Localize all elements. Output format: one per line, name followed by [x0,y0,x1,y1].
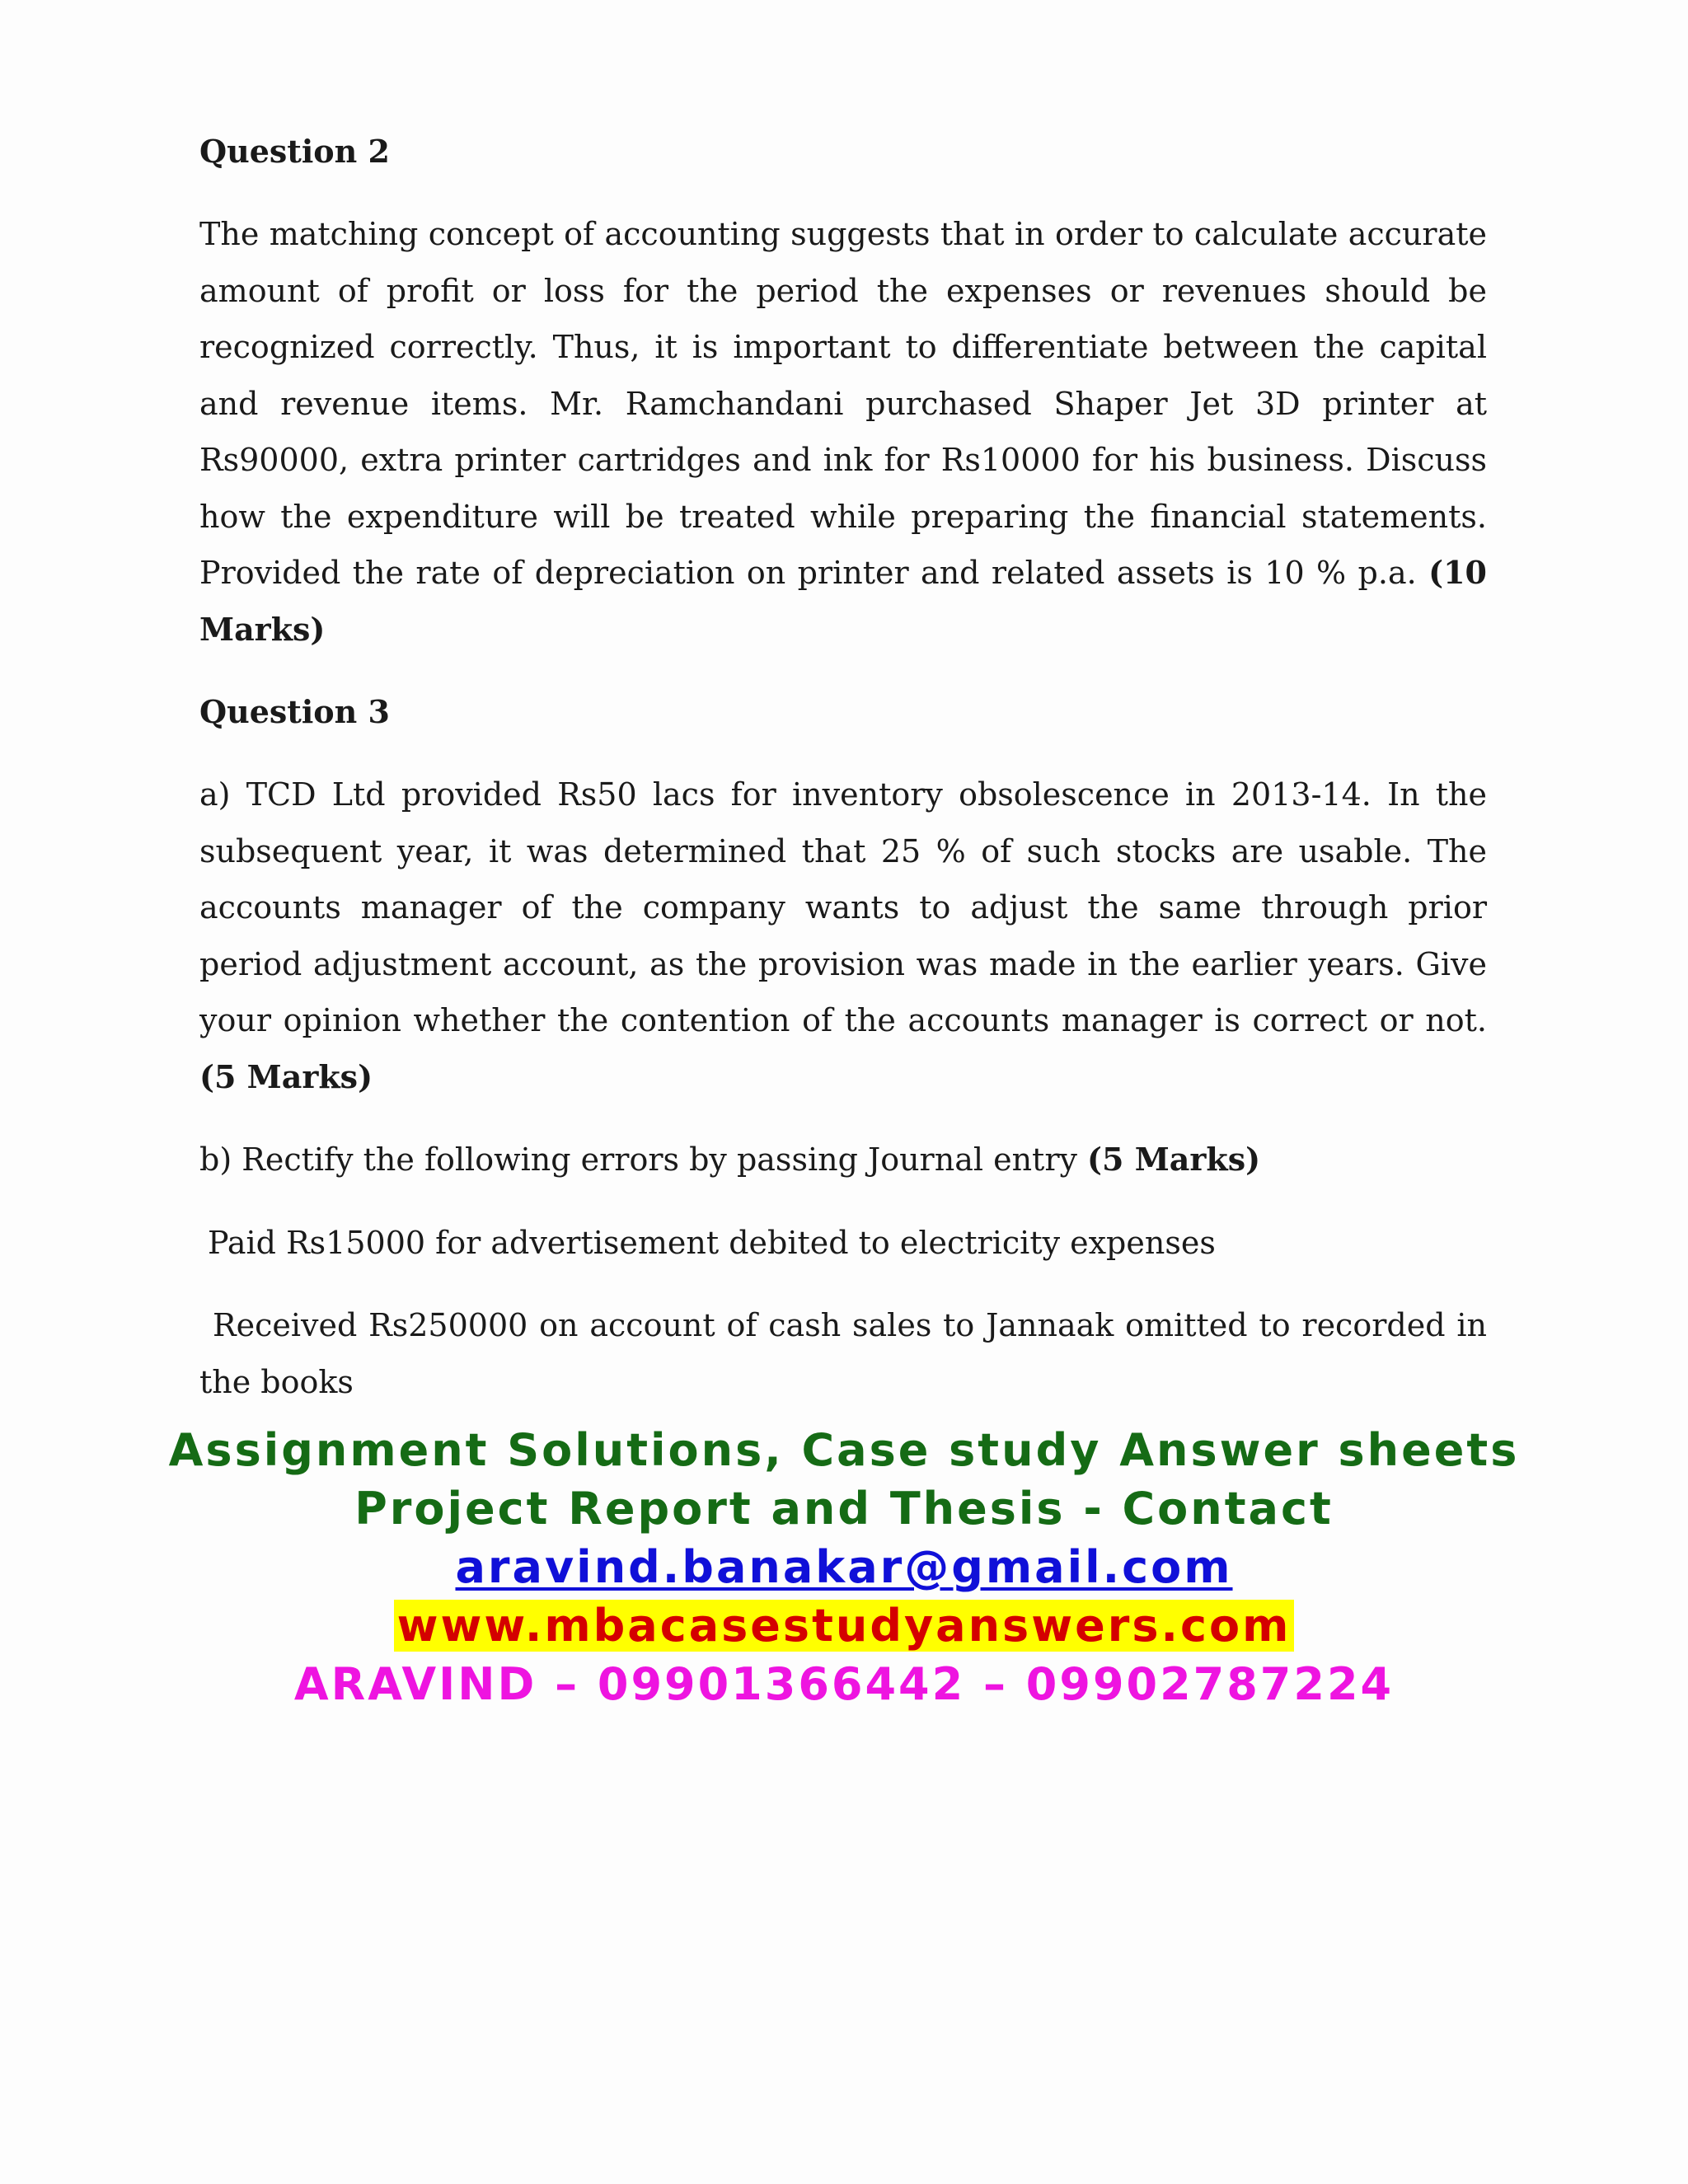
question-3a-body: a) TCD Ltd provided Rs50 lacs for inventory obsolescence in 2013-14. In the subsequent year, it was determined that 25 % of such stocks are usable. The accounts manager of the company wants to adjust the same through prior period adjustment account, as the provision was made in the earlier years. Give your opinion whether the contention of the accounts manager is correct or not. [199,776,1487,1038]
question-3b-marks: (5 Marks) [1087,1141,1261,1178]
phone-numbers: ARAVIND – 09901366442 – 09902787224 [293,1658,1395,1710]
question-3b-body: b) Rectify the following errors by passing Journal entry [199,1141,1077,1178]
question-2-heading: Question 2 [199,133,390,170]
document-body [199,124,1487,1410]
question-3-heading: Question 3 [199,693,390,730]
error-item: Received Rs250000 on account of cash sales to Jannaak omitted to recorded in the books [199,1307,1487,1400]
promo-line-contact: Project Report and Thesis - Contact [354,1483,1334,1535]
contact-banner [0,1421,1688,1713]
question-2-body: The matching concept of accounting suggests that in order to calculate accurate amount of profit or loss for the period the expenses or revenues should be recognized correctly. Thus, it is important to differentiate between the capital and revenue items. Mr. Ramchandani purchased Shaper Jet 3D printer at Rs90000, extra printer cartridges and ink for Rs10000 for his business. Discuss how the expenditure will be treated while preparing the financial statements. Provided the rate of depreciation on printer and related assets is 10 % p.a. [199,216,1487,591]
question-2-marks: (10 Marks) [199,554,1487,648]
question-3a-marks: (5 Marks) [199,1057,373,1095]
promo-line-services: Assignment Solutions, Case study Answer sheets [168,1424,1520,1476]
email-link[interactable]: aravind.banakar@gmail.com [455,1541,1233,1593]
question-2-text [199,206,1487,658]
website-link[interactable]: www.mbacasestudyanswers.com [394,1600,1295,1652]
question-3a-text [199,766,1487,1105]
question-3b-text [199,1132,1487,1188]
error-item: Paid Rs15000 for advertisement debited to electricity expenses [208,1224,1216,1261]
